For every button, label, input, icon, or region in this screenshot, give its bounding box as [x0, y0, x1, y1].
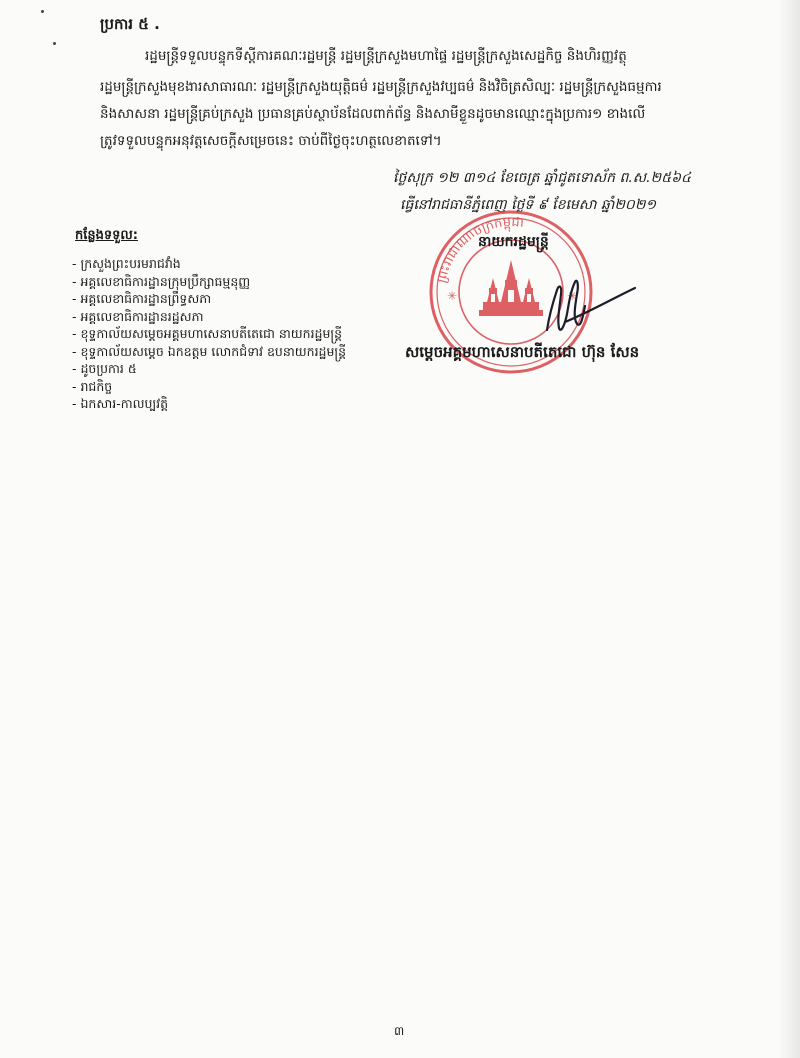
lunar-date: ថ្ងៃសុក្រ ១២ ៣១៤ ខែចេត្រ ឆ្នាំជូតទោស័ក ព.ស.២៥៦៤ [393, 170, 691, 186]
body-paragraph-line: រដ្ឋមន្ត្រីទទួលបន្ទុកទីស្ដីការគណៈរដ្ឋមន្ត្រី រដ្ឋមន្ត្រីក្រសួងមហាផ្ទៃ រដ្ឋមន្ត្រីក្រសួងសេដ្ឋកិច្ច និងហិរញ្ញវត្ថុ [145, 48, 627, 64]
seal-text: ព្រះរាជាណាចក្រកម្ពុជា [434, 214, 525, 285]
cc-title: កន្លែងទទួល: [75, 228, 138, 243]
cc-list [72, 256, 346, 414]
cc-item: - ដូចប្រការ ៥ [72, 361, 137, 376]
cc-item: - ខុទ្ទកាល័យសម្ដេចអគ្គមហាសេនាបតីតេជោ នាយករដ្ឋមន្ត្រី [72, 326, 343, 341]
svg-text:✳: ✳ [567, 289, 578, 303]
cc-item: - ឯកសារ-កាលប្បវត្តិ [72, 396, 169, 411]
solar-date: ធ្វើនៅរាជធានីភ្នំពេញ ថ្ងៃទី ៩ ខែមេសា ឆ្នាំ២០២១ [400, 197, 657, 213]
body-paragraph-line: រដ្ឋមន្ត្រីក្រសួងមុខងារសាធារណៈ រដ្ឋមន្ត្រីក្រសួងយុត្តិធម៌ រដ្ឋមន្ត្រីក្រសួងវប្បធម៌ និងវិចិត្រសិល្បៈ រដ្ឋមន្ត្រីក្រសួងធម្មការ [100, 79, 662, 95]
cc-item: - អគ្គលេខាធិការដ្ឋានព្រឹទ្ធសភា [72, 291, 212, 306]
article-label: ប្រការ ៥ . [100, 15, 160, 33]
body-paragraph-line: និងសាសនា រដ្ឋមន្ត្រីគ្រប់ក្រសួង ប្រធានគ្រប់ស្ថាប័នដែលពាក់ព័ន្ធ និងសាមីខ្លួនដូចមានឈ្មោះក្នុងប្រការ១ ខាងលើ [100, 106, 646, 122]
body-paragraph-line: ត្រូវទទួលបន្ទុកអនុវត្តសេចក្ដីសម្រេចនេះ ចាប់ពីថ្ងៃចុះហត្ថលេខាតទៅ។ [100, 133, 442, 149]
page-number: ៣ [394, 1024, 405, 1038]
signer-role: នាយករដ្ឋមន្ត្រី [478, 234, 549, 250]
scan-mark [53, 42, 56, 45]
scan-mark [41, 10, 44, 13]
handwritten-signature-icon [535, 262, 645, 342]
cc-item: - អគ្គលេខាធិការដ្ឋានរដ្ឋសភា [72, 308, 204, 324]
page-edge-shadow [778, 0, 800, 1058]
svg-text:✳: ✳ [447, 289, 458, 303]
cc-item: - រាជកិច្ច [72, 378, 113, 394]
cc-item: - អគ្គលេខាធិការដ្ឋានក្រុមប្រឹក្សាធម្មនុញ្ញ [72, 273, 251, 289]
signer-name: សម្ដេចអគ្គមហាសេនាបតីតេជោ ហ៊ុន សែន [405, 343, 640, 361]
cc-item: - ខុទ្ទកាល័យសម្ដេច ឯកឧត្តម លោកជំទាវ ឧបនាយករដ្ឋមន្ត្រី [72, 343, 347, 359]
cc-item: - ក្រសួងព្រះបរមរាជវាំង [72, 256, 181, 271]
